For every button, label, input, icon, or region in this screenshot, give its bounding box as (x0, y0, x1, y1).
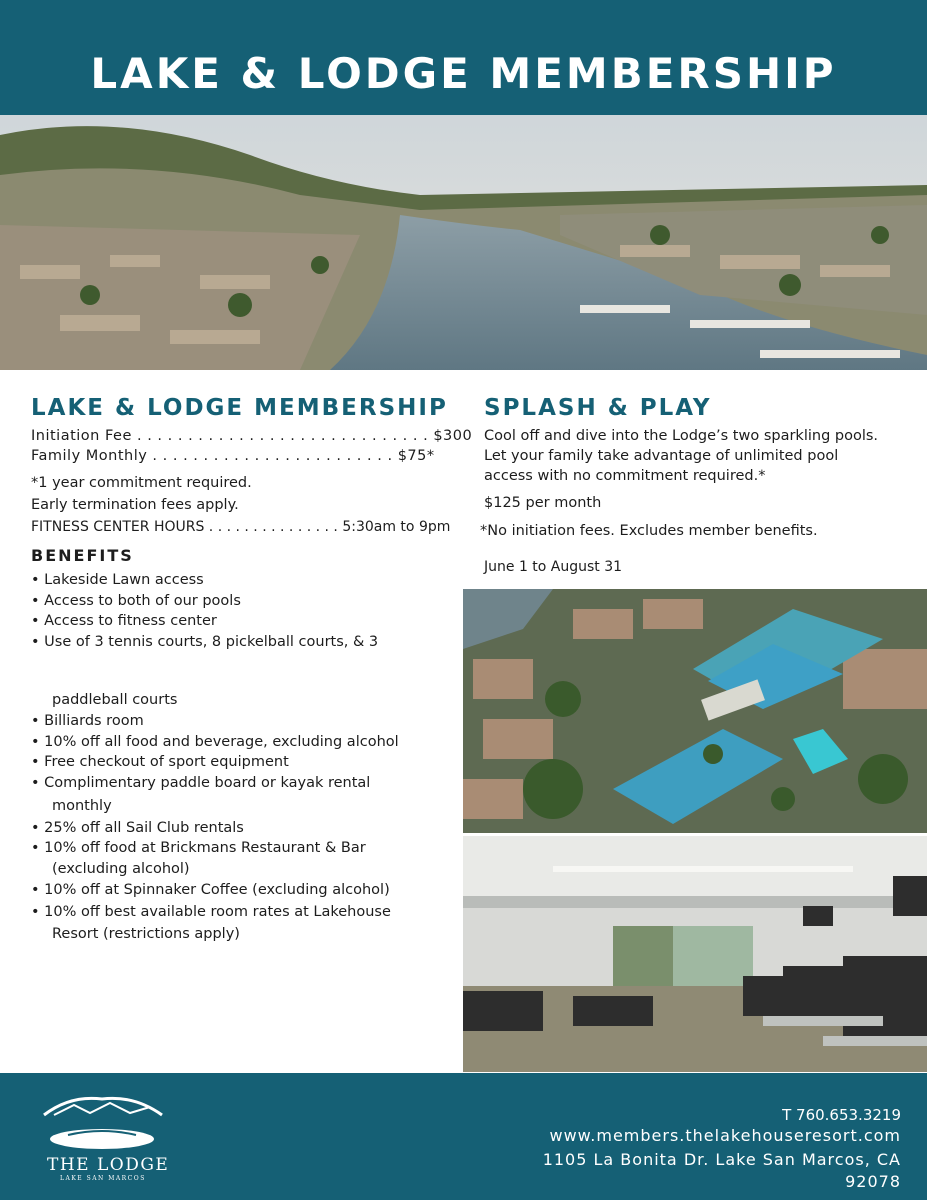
contact-address: 1105 La Bonita Dr. Lake San Marcos, CA (542, 1150, 901, 1169)
benefit-item: • 10% off best available room rates at Lakehouse (31, 904, 391, 920)
splash-price: $125 per month (484, 495, 602, 511)
splash-description-line: access with no commitment required.* (484, 468, 766, 484)
courts-aerial-photo (463, 589, 927, 833)
benefit-item-continued: paddleball courts (52, 692, 178, 708)
fitness-center-image (463, 836, 927, 1072)
hero-lake-photo (0, 115, 927, 370)
splash-heading: SPLASH & PLAY (484, 395, 712, 421)
initiation-fee-label: Initiation Fee (31, 428, 132, 444)
benefit-item-continued: monthly (52, 798, 112, 814)
membership-heading: LAKE & LODGE MEMBERSHIP (31, 395, 448, 421)
benefit-item: • Access to both of our pools (31, 593, 241, 609)
contact-phone: T 760.653.3219 (782, 1106, 901, 1124)
commitment-note: *1 year commitment required. (31, 475, 252, 491)
contact-zip: 92078 (845, 1172, 901, 1191)
fitness-hours-value: 5:30am to 9pm (342, 519, 451, 535)
benefit-item: • 10% off food at Brickmans Restaurant & Bar (31, 840, 366, 856)
benefit-item-continued: Resort (restrictions apply) (52, 926, 240, 942)
initiation-fee-value: $300 (433, 428, 473, 444)
benefit-item-continued: (excluding alcohol) (52, 861, 190, 877)
family-monthly-value: $75* (397, 448, 435, 464)
logo-subtitle: LAKE SAN MARCOS (60, 1175, 146, 1182)
fitness-hours-label: FITNESS CENTER HOURS (31, 519, 205, 535)
page-title: LAKE & LODGE MEMBERSHIP (90, 49, 837, 98)
benefit-item: • Access to fitness center (31, 613, 217, 629)
leader-dots: . . . . . . . . . . . . . . . . . . . . . . . . . . . . . (131, 428, 434, 444)
family-monthly-row (31, 446, 435, 466)
lake-aerial-image (0, 115, 927, 370)
benefit-item: • Free checkout of sport equipment (31, 754, 289, 770)
splash-note: *No initiation fees. Excludes member benefits. (480, 523, 818, 539)
splash-dates: June 1 to August 31 (484, 559, 623, 575)
leader-dots: . . . . . . . . . . . . . . . (204, 519, 343, 535)
initiation-fee-row (31, 426, 473, 446)
benefit-item: • Lakeside Lawn access (31, 572, 204, 588)
benefit-item: • 10% off all food and beverage, excluding alcohol (31, 734, 399, 750)
benefits-heading: BENEFITS (31, 546, 134, 565)
splash-description-line: Cool off and dive into the Lodge’s two sparkling pools. (484, 428, 879, 444)
logo-name: THE LODGE (47, 1155, 170, 1175)
benefit-item: • Billiards room (31, 713, 144, 729)
leader-dots: . . . . . . . . . . . . . . . . . . . . . . . . (147, 448, 398, 464)
splash-description-line: Let your family take advantage of unlimited pool (484, 448, 839, 464)
benefit-item: • 25% off all Sail Club rentals (31, 820, 244, 836)
benefit-item: • Use of 3 tennis courts, 8 pickelball courts, & 3 (31, 634, 379, 650)
mountain-lake-logo-icon (40, 1093, 165, 1157)
benefit-item: • Complimentary paddle board or kayak rental (31, 775, 371, 791)
family-monthly-label: Family Monthly (31, 448, 148, 464)
fitness-center-photo (463, 836, 927, 1072)
courts-aerial-image (463, 589, 927, 833)
benefit-item: • 10% off at Spinnaker Coffee (excluding alcohol) (31, 882, 390, 898)
termination-note: Early termination fees apply. (31, 497, 239, 513)
website-link[interactable]: www.members.thelakehouseresort.com (549, 1126, 901, 1145)
fitness-hours-row (31, 517, 450, 537)
